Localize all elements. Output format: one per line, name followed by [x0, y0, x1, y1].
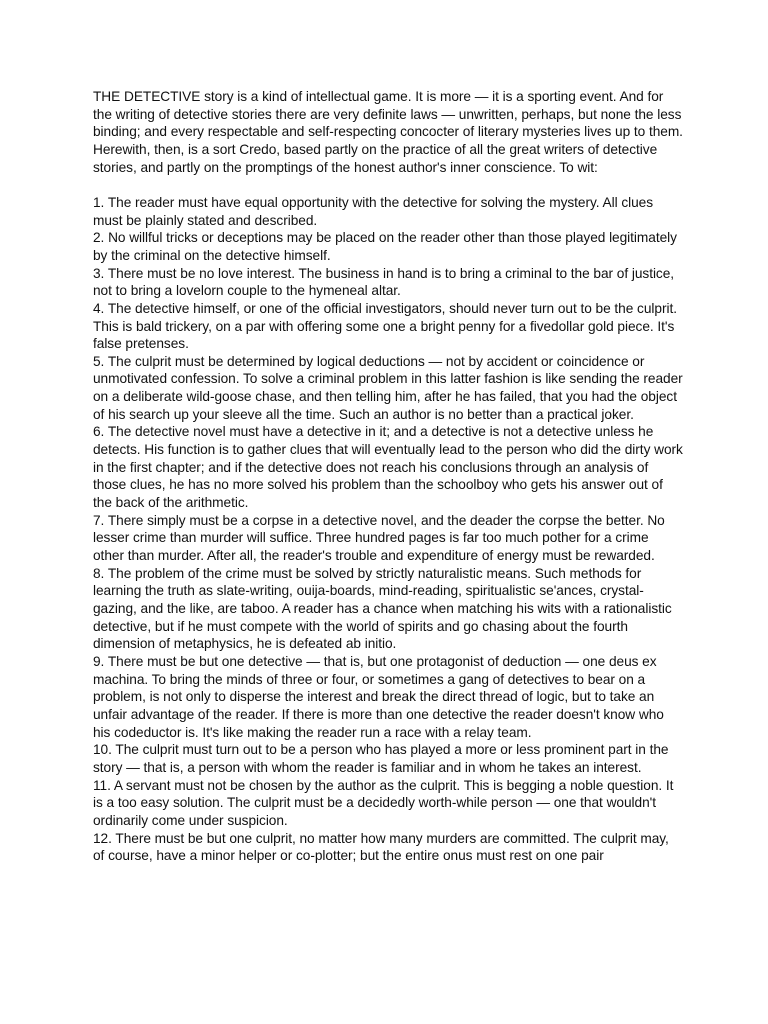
rule-text: 7. There simply must be a corpse in a detective novel, and the deader the corpse the better. No lesser crime than murder will suffice. Three hundred pages is far too much pother for a crime other than murder. After all, the reader's trouble and expenditure of energy must be rewarded.: [93, 512, 665, 564]
rule-item: [93, 653, 683, 741]
rule-item: [93, 229, 683, 264]
rule-text: 5. The culprit must be determined by logical deductions — not by accident or coincidence or unmotivated confession. To solve a criminal problem in this latter fashion is like sending the reader on a deliberate wild-goose chase, and then telling him, after he has failed, that you had the object of his search up your sleeve all the time. Such an author is no better than a practical joker.: [93, 353, 683, 422]
rule-item: [93, 194, 683, 229]
rule-text: 10. The culprit must turn out to be a person who has played a more or less prominent part in the story — that is, a person with whom the reader is familiar and in whom he takes an interest.: [93, 742, 669, 775]
rule-item: [93, 512, 683, 565]
rule-item: [93, 777, 683, 830]
rule-item: [93, 830, 683, 865]
rule-text: 1. The reader must have equal opportunity with the detective for solving the mystery. All clues must be plainly stated and described.: [93, 194, 654, 228]
rule-text: 9. There must be but one detective — that is, but one protagonist of deduction — one deus ex machina. To bring the minds of three or four, or sometimes a gang of detectives to bear on a problem, is not only to disperse the interest and break the direct thread of logic, but to take an unfair advantage of the reader. If there is more than one detective the reader doesn't know who his codeductor is. It's like making the reader run a race with a relay team.: [93, 653, 664, 740]
rules-list: [93, 194, 683, 865]
rule-text: 2. No willful tricks or deceptions may be placed on the reader other than those played legitimately by the criminal on the detective himself.: [93, 230, 677, 263]
rule-text: 12. There must be but one culprit, no matter how many murders are committed. The culprit may, of course, have a minor helper or co-plotter; but the entire onus must rest on one pair: [93, 830, 669, 864]
rule-text: 6. The detective novel must have a detective in it; and a detective is not a detective unless he detects. His function is to gather clues that will eventually lead to the person who did the dirty work in the first chapter; and if the detective does not reach his conclusions through an analysis of those clues, he has no more solved his problem than the schoolboy who gets his answer out of the back of the arithmetic.: [93, 424, 683, 511]
document-body: [93, 88, 683, 865]
rule-text: 3. There must be no love interest. The business in hand is to bring a criminal to the bar of justice, not to bring a lovelorn couple to the hymeneal altar.: [93, 265, 675, 299]
rule-item: [93, 265, 683, 300]
rule-item: [93, 300, 683, 353]
rule-text: 4. The detective himself, or one of the official investigators, should never turn out to be the culprit. This is bald trickery, on a par with offering some one a bright penny for a fivedollar gold piece. It's false pretenses.: [93, 300, 677, 352]
rule-text: 11. A servant must not be chosen by the author as the culprit. This is begging a noble question. It is a too easy solution. The culprit must be a decidedly worth-while person — one that wouldn't ordinarily come under suspicion.: [93, 777, 674, 828]
rule-item: [93, 565, 683, 653]
rule-item: [93, 741, 683, 776]
rule-text: 8. The problem of the crime must be solved by strictly naturalistic means. Such methods for learning the truth as slate-writing, ouija-boards, mind-reading, spiritualistic se'ances, crystal-gazing, and the like, are taboo. A reader has a chance when matching his wits with a rationalistic detective, but if he must compete with the world of spirits and go chasing about the fourth dimension of metaphysics, he is defeated ab initio.: [93, 565, 672, 652]
intro-paragraph: THE DETECTIVE story is a kind of intellectual game. It is more — it is a sporting event. And for the writing of detective stories there are very definite laws — unwritten, perhaps, but none the less binding; and every respectable and self-respecting concocter of literary mysteries lives up to them. Herewith, then, is a sort Credo, based partly on the practice of all the great writers of detective stories, and partly on the promptings of the honest author's inner conscience. To wit:: [93, 89, 683, 175]
rule-item: [93, 423, 683, 511]
rule-item: [93, 353, 683, 424]
